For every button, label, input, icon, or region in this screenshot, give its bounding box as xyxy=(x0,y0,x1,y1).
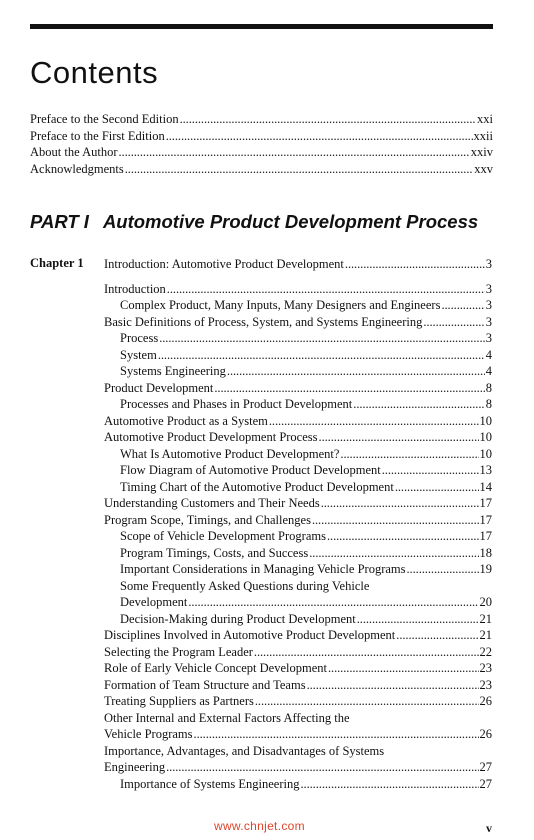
toc-entry-acknowledgments[interactable]: Acknowledgments . . . xxv xyxy=(30,161,493,178)
toc-entry[interactable]: Product Development . . . 8 xyxy=(104,380,492,397)
toc-entry-preface-second[interactable]: Preface to the Second Edition . . . xxi xyxy=(30,111,493,128)
toc-entry[interactable]: Process . . . 3 xyxy=(104,330,492,347)
toc-entry[interactable]: Formation of Team Structure and Teams . . . 23 xyxy=(104,677,492,694)
toc-entry[interactable]: Development . . . 20 xyxy=(104,594,492,611)
toc-entry[interactable]: Selecting the Program Leader . . . 22 xyxy=(104,644,492,661)
toc-entry[interactable]: Program Scope, Timings, and Challenges . . . 17 xyxy=(104,512,492,529)
toc-entry-preface-first[interactable]: Preface to the First Edition . . . xxii xyxy=(30,128,493,145)
toc-entry[interactable]: What Is Automotive Product Development? . . . 10 xyxy=(104,446,492,463)
toc-entry[interactable]: Role of Early Vehicle Concept Development . . . 23 xyxy=(104,660,492,677)
page-number: v xyxy=(486,821,492,835)
page-title: Contents xyxy=(30,55,159,90)
toc-entry[interactable]: Vehicle Programs . . . 26 xyxy=(104,726,492,743)
toc-entry[interactable]: Complex Product, Many Inputs, Many Designers and Engineers . . . 3 xyxy=(104,297,492,314)
watermark: www.chnjet.com xyxy=(214,819,305,833)
toc-entry[interactable]: Engineering . . . 27 xyxy=(104,759,492,776)
part-heading xyxy=(30,211,478,233)
toc-entry[interactable]: Disciplines Involved in Automotive Product Development . . . 21 xyxy=(104,627,492,644)
toc-entry[interactable]: Processes and Phases in Product Development . . . 8 xyxy=(104,396,492,413)
top-rule xyxy=(30,24,493,29)
chapter-toc-list xyxy=(104,256,492,792)
toc-entry[interactable]: Introduction . . . 3 xyxy=(104,281,492,298)
toc-chapter-title[interactable]: Introduction: Automotive Product Development . . . 3 xyxy=(104,256,492,273)
toc-entry[interactable]: Timing Chart of the Automotive Product Development . . . 14 xyxy=(104,479,492,496)
toc-entry[interactable]: System . . . 4 xyxy=(104,347,492,364)
toc-entry[interactable]: Scope of Vehicle Development Programs . . . 17 xyxy=(104,528,492,545)
chapter-label: Chapter 1 xyxy=(30,256,84,270)
front-matter-list xyxy=(30,111,493,177)
toc-entries xyxy=(104,281,492,793)
toc-entry[interactable]: Decision-Making during Product Development . . . 21 xyxy=(104,611,492,628)
toc-entry-line[interactable]: Other Internal and External Factors Affecting the xyxy=(104,710,350,725)
toc-entry[interactable]: Automotive Product Development Process . . . 10 xyxy=(104,429,492,446)
toc-entry[interactable]: Program Timings, Costs, and Success . . . 18 xyxy=(104,545,492,562)
toc-entry[interactable]: Understanding Customers and Their Needs . . . 17 xyxy=(104,495,492,512)
toc-entry[interactable]: Automotive Product as a System . . . 10 xyxy=(104,413,492,430)
toc-entry[interactable]: Flow Diagram of Automotive Product Development . . . 13 xyxy=(104,462,492,479)
toc-entry[interactable]: Important Considerations in Managing Vehicle Programs . . . 19 xyxy=(104,561,492,578)
toc-entry-line[interactable]: Importance, Advantages, and Disadvantages of Systems xyxy=(104,743,385,758)
part-number: PART I xyxy=(30,211,89,232)
toc-entry[interactable]: Basic Definitions of Process, System, and Systems Engineering . . . 3 xyxy=(104,314,492,331)
toc-entry-about-author[interactable]: About the Author . . . xxiv xyxy=(30,144,493,161)
toc-entry[interactable]: Treating Suppliers as Partners . . . 26 xyxy=(104,693,492,710)
toc-entry[interactable]: Importance of Systems Engineering . . . 27 xyxy=(104,776,492,793)
toc-entry[interactable]: Systems Engineering . . . 4 xyxy=(104,363,492,380)
toc-entry-line[interactable]: Some Frequently Asked Questions during Vehicle xyxy=(120,578,370,593)
part-title: Automotive Product Development Process xyxy=(102,211,479,232)
